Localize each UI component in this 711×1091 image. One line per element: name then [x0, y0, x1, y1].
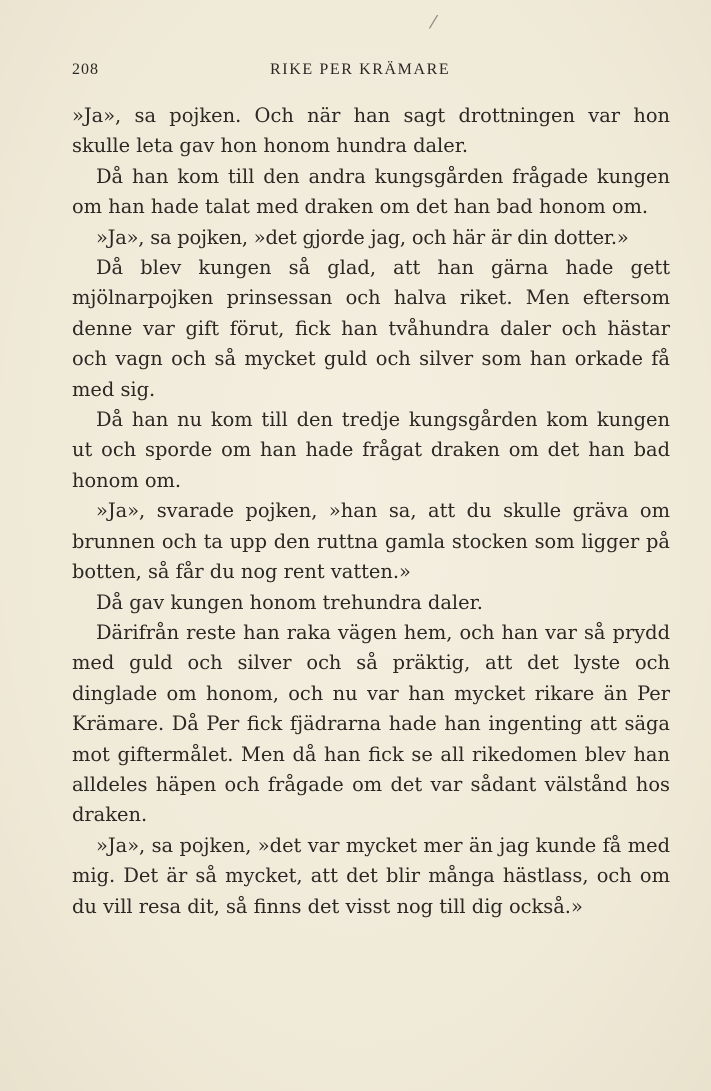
paragraph-5: Då han nu kom till den tredje kungsgården kom kungen ut och sporde om han hade frågat draken om det han bad honom om. — [72, 408, 670, 492]
body-text — [72, 101, 670, 922]
paragraph-3: »Ja», sa pojken, »det gjorde jag, och här är din dotter.» — [96, 225, 629, 249]
pencil-mark: ⁄ — [432, 12, 436, 33]
running-title: RIKE PER KRÄMARE — [270, 61, 451, 78]
paragraph-7: Då gav kungen honom trehundra daler. — [96, 590, 483, 614]
page-number: 208 — [72, 61, 99, 78]
paragraph-9: »Ja», sa pojken, »det var mycket mer än jag kunde få med mig. Det är så mycket, att det blir många hästlass, och om du vill resa dit, så finns det visst nog till dig också.» — [72, 833, 670, 918]
paragraph-6: »Ja», svarade pojken, »han sa, att du skulle gräva om brunnen och ta upp den ruttna gamla stocken som ligger på botten, så får du nog rent vatten.» — [72, 499, 670, 584]
paragraph-1: »Ja», sa pojken. Och när han sagt drottningen var hon skulle leta gav hon honom hundra daler. — [72, 104, 670, 158]
page-header — [72, 61, 670, 85]
paragraph-8: Därifrån reste han raka vägen hem, och han var så prydd med guld och silver och så präktig, att det lyste och dinglade om honom, och nu var han mycket rikare än Per Krämare. Då Per fick fjädrarna hade han ingenting att säga mot giftermålet. Men då han fick se all rikedomen blev han alldeles häpen och frågade om det var sådant välstånd hos draken. — [72, 620, 670, 827]
paragraph-4: Då blev kungen så glad, att han gärna hade gett mjölnarpojken prinsessan och halva riket. Men eftersom denne var gift förut, fick han tvåhundra daler och hästar och vagn och så mycket guld och silver som han orkade få med sig. — [72, 256, 670, 401]
paragraph-2: Då han kom till den andra kungsgården frågade kungen om han hade talat med draken om det han bad honom om. — [72, 164, 670, 219]
